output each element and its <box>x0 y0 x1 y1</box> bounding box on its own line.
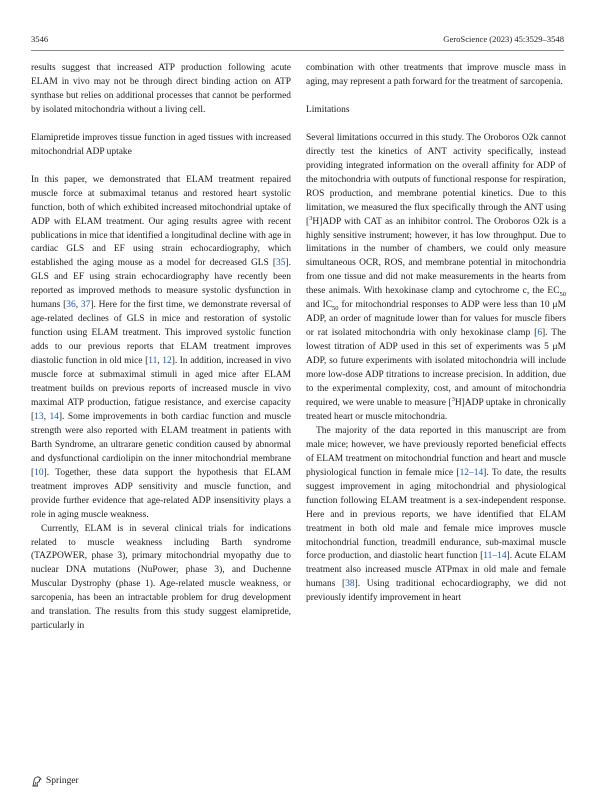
citation-link[interactable]: 36 <box>66 300 76 311</box>
springer-horse-icon <box>31 775 43 787</box>
text-run: Several limitations occurred in this study. The Oroboros O2k cannot directly test the kinetics of ANT activity specifically, instead providing integrated information on the overall affinity for ADP of the mitochondria with outputs of functional response for respiration, ROS production, and membrane potential kinetics. Due to this limitation, we measured the flux specifically through the ANT using [ <box>306 132 566 227</box>
journal-citation: GeroScience (2023) 45:3529–3548 <box>443 34 564 44</box>
text-run: H]ADP with CAT as an inhibitor control. The Oroboros O2k is a highly sensitive instrument; however, it has low throughput. Due to limitations in the number of chambers, we could only measure simultaneous OCR, ROS, and membrane potential in mitochondria from one tissue and did not make measurements in the hearts from these animals. With hexokinase clamp and cytochrome c, the EC <box>306 216 566 297</box>
paragraph <box>31 174 291 523</box>
citation-link[interactable]: 10 <box>34 467 44 478</box>
section-heading: Limitations <box>306 104 350 115</box>
page-number: 3546 <box>31 34 49 44</box>
paragraph: results suggest that increased ATP production following acute ELAM in vivo may not be through direct binding action on ATP synthase but relies on additional processes that cannot be performed by isolated mitochondria without a living cell. <box>31 63 291 115</box>
subscript: 50 <box>559 291 566 299</box>
superscript: 3 <box>451 395 455 403</box>
text-run: ]. Here for the first time, we demonstrate reversal of age-related declines of GLS in mice and restoration of systolic function using ELAM treatment. This improved systolic function adds to our previous reports that ELAM treatment improves diastolic function in old mice [ <box>31 300 291 367</box>
citation-link[interactable]: 14 <box>49 411 59 422</box>
subscript: 50 <box>332 305 339 313</box>
citation-link[interactable]: 12 <box>162 356 172 367</box>
paragraph: Currently, ELAM is in several clinical trials for indications related to muscle weakness including Barth syndrome (TAZPOWER, phase 3), primary mitochondrial myopathy due to nuclear DNA mutations (NuPower, phase 3), and Duchenne Muscular Dystrophy (phase 1). Age-related muscle weakness, or sarcopenia, has been an intractable problem for drug development and translation. The results from this study suggest elamipretide, particularly in <box>31 523 291 632</box>
paragraph <box>306 132 566 425</box>
citation-link[interactable]: 6 <box>537 328 543 339</box>
paragraph: combination with other treatments that improve muscle mass in aging, may represent a path forward for the treatment of sarcopenia. <box>306 63 566 87</box>
citation-link[interactable]: 38 <box>345 579 355 590</box>
citation-link[interactable]: 35 <box>276 258 286 269</box>
publisher-footer <box>31 773 79 789</box>
text-run: ]. To date, the results suggest improvement in aging mitochondrial and physiological function following ELAM treatment is a sex-independent response. Here and in previous reports, we have identified that ELAM treatment in both old male and female mice improves muscle mitochondrial function, treadmill endurance, sub-maximal muscle force production, and diastolic heart function [ <box>306 467 566 562</box>
citation-link[interactable]: 11–14 <box>483 551 507 562</box>
running-header <box>0 34 594 48</box>
text-run: ]. The lowest titration of ADP used in this set of experiments was 5 μM ADP, so future experiments with isolated mitochondria will include more low-dose ADP titrations to increase precision. In addition, due to the experimental complexity, cost, and amount of mitochondria required, we were unable to measure [ <box>306 328 566 408</box>
text-run: ]. Using traditional echocardiography, we did not previously identify improvement in heart <box>306 579 566 604</box>
publisher-name: Springer <box>46 776 79 786</box>
text-run: ]. Together, these data support the hypothesis that ELAM treatment improves ADP sensitivity and muscle function, and provide further evidence that age-related ADP insensitivity plays a role in aging muscle weakness. <box>31 467 291 520</box>
citation-link[interactable]: 13 <box>34 411 44 422</box>
text-run: In this paper, we demonstrated that ELAM treatment repaired muscle force at submaximal tetanus and restored heart systolic function, both of which exhibited increased mitochondrial uptake of ADP with ELAM treatment. Our aging results agree with recent publications in mice that identified a longitudinal decline with age in cardiac GLS and EF using strain echocardiography, which established the aging mouse as a model for decreased GLS [ <box>31 174 291 269</box>
text-run: The majority of the data reported in this manuscript are from male mice; however, we have previously reported beneficial effects of ELAM treatment on mitochondrial function and heart and muscle physiological function in female mice [ <box>306 425 566 478</box>
text-run: ]. In addition, increased in vivo muscle force at submaximal stimuli in aged mice after ELAM treatment builds on previous reports of increased muscle in vivo maximal ATP production, fatigue resistance, and exercise capacity [ <box>31 356 292 422</box>
section-heading: Elamipretide improves tissue function in aged tissues with increased mitochondrial ADP uptake <box>31 132 291 157</box>
text-run: ]. GLS and EF using strain echocardiography have recently been reported as improved methods to measure systolic dysfunction in humans [ <box>31 258 291 311</box>
right-column <box>306 62 566 606</box>
paragraph <box>306 425 566 606</box>
text-run: ]. Acute ELAM treatment also increased muscle ATPmax in old male and female humans [ <box>306 551 566 590</box>
citation-link[interactable]: 37 <box>80 300 91 311</box>
superscript: 3 <box>309 214 313 222</box>
citation-link[interactable]: 12–14 <box>459 467 484 478</box>
left-column <box>31 62 291 634</box>
text-run: for mitochondrial responses to ADP were less than 10 μM ADP, an order of magnitude lower than for values for muscle fibers or rat isolated mitochondria with only hexokinase clamp [ <box>306 300 566 339</box>
header-rule <box>31 50 564 51</box>
text-run: ]. Some improvements in both cardiac function and muscle strength were also reported with ELAM treatment in patients with Barth Syndrome, an ultrarare genetic condition caused by abnormal and dysfunctional cardiolipin on the inner mitochondrial membrane [ <box>31 411 291 478</box>
text-run: and IC <box>306 300 333 311</box>
text-run: H]ADP uptake in chronically treated heart or muscle mitochondria. <box>306 397 566 422</box>
text-run: , <box>75 300 81 311</box>
citation-link[interactable]: 11 <box>148 356 158 367</box>
text-run: , <box>157 356 163 367</box>
text-run: , <box>43 411 50 422</box>
